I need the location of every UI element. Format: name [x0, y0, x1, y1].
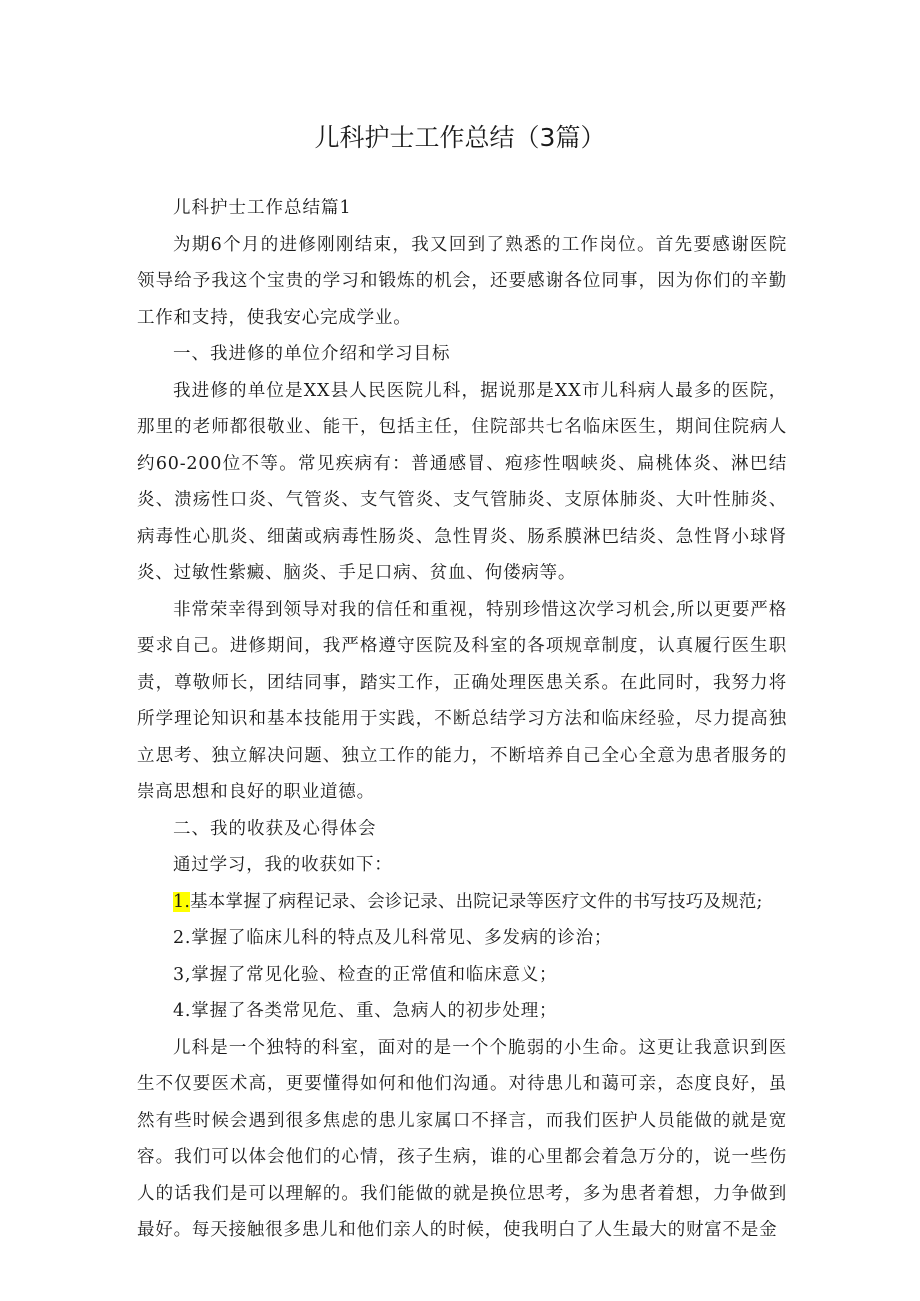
paragraph-attitude: 非常荣幸得到领导对我的信任和重视，特别珍惜这次学习机会,所以更要严格要求自己。进修期间，我严格遵守医院及科室的各项规章制度，认真履行医生职责，尊敬师长，团结同事，踏实工作，正确处理医患关系。在此同时，我努力将所学理论知识和基本技能用于实践，不断总结学习方法和临床经验，尽力提高独立思考、独立解决问题、独立工作的能力，不断培养自己全心全意为患者服务的崇高思想和良好的职业道德。: [137, 599, 787, 802]
paragraph-intro: 为期6个月的进修刚刚结束，我又回到了熟悉的工作岗位。首先要感谢医院领导给予我这个宝贵的学习和锻炼的机会，还要感谢各位同事，因为你们的辛勤工作和支持，使我安心完成学业。: [137, 234, 787, 328]
paragraph-gains-intro: 通过学习，我的收获如下：: [173, 855, 393, 875]
list-item-1-text: 基本掌握了病程记录、会诊记录、出院记录等医疗文件的书写技巧及规范;: [190, 891, 763, 912]
paragraph-unit-intro: 我进修的单位是XX县人民医院儿科，据说那是XX市儿科病人最多的医院，那里的老师都很敬业、能干，包括主任，住院部共七名临床医生，期间住院病人约60-200位不等。常见疾病有：普通感冒、疱疹性咽峡炎、扁桃体炎、淋巴结炎、溃疡性口炎、气管炎、支气管炎、支气管肺炎、支原体肺炎、大叶性肺炎、病毒性心肌炎、细菌或病毒性肠炎、急性胃炎、肠系膜淋巴结炎、急性肾小球肾炎、过敏性紫癜、脑炎、手足口病、贫血、佝偻病等。: [137, 380, 787, 583]
list-item-2: 2.掌握了临床儿科的特点及儿科常见、多发病的诊治；: [173, 928, 613, 948]
section-subtitle: 儿科护士工作总结篇1: [173, 198, 352, 218]
list-item-4: 4.掌握了各类常见危、重、急病人的初步处理；: [173, 1001, 558, 1021]
highlighted-number: 1.: [173, 891, 191, 912]
list-item-1: [137, 884, 787, 921]
heading-section-2: 二、我的收获及心得体会: [173, 818, 377, 839]
heading-section-1: 一、我进修的单位介绍和学习目标: [173, 344, 451, 364]
paragraph-pediatrics: 儿科是一个独特的科室，面对的是一个个脆弱的小生命。这更让我意识到医生不仅要医术高，更要懂得如何和他们沟通。对待患儿和蔼可亲，态度良好，虽然有些时候会遇到很多焦虑的患儿家属口不择言，而我们医护人员能做的就是宽容。我们可以体会他们的心情，孩子生病，谁的心里都会着急万分的，说一些伤人的话我们是可以理解的。我们能做的就是换位思考，多为患者着想，力争做到最好。每天接触很多患儿和他们亲人的时候，使我明白了人生最大的财富不是金: [137, 1037, 787, 1240]
document-body: [137, 190, 787, 1249]
list-item-3: 3,掌握了常见化验、检查的正常值和临床意义；: [173, 964, 558, 985]
document-title: 儿科护士工作总结（3篇）: [314, 123, 606, 152]
